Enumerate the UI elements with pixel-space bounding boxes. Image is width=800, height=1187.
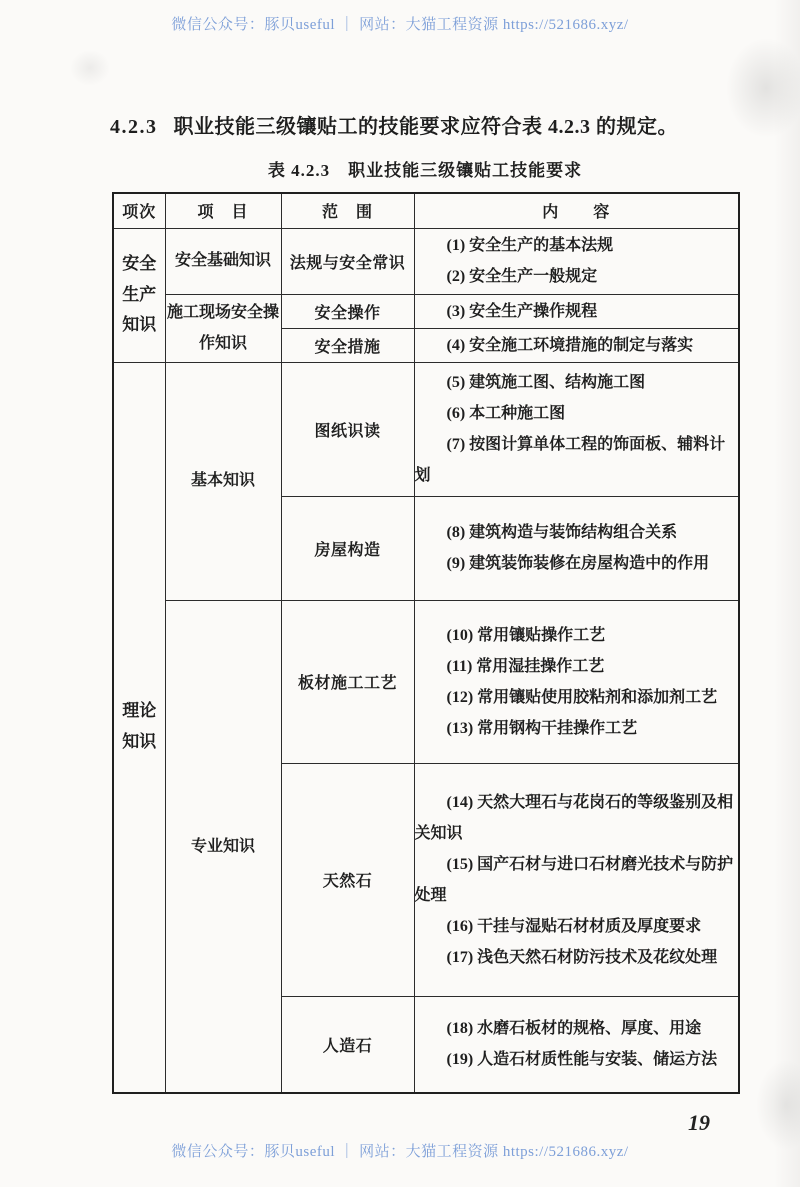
section-heading	[110, 110, 746, 139]
page-number: 19	[688, 1110, 710, 1135]
content-cell: (1) 安全生产的基本法规 (2) 安全生产一般规定	[414, 228, 739, 294]
content-cell: (8) 建筑构造与装饰结构组合关系 (9) 建筑装饰装修在房屋构造中的作用	[414, 496, 739, 600]
content-cell: (10) 常用镶贴操作工艺 (11) 常用湿挂操作工艺 (12) 常用镶贴使用胶粘剂和添加剂工艺 (13) 常用钢构干挂操作工艺	[414, 600, 739, 763]
section-heading-text: 职业技能三级镶贴工的技能要求应符合表 4.2.3 的规定。	[173, 116, 678, 138]
project-basic-knowledge: 基本知识	[165, 362, 281, 600]
scope-cell: 天然石	[281, 763, 414, 996]
content-cell: (14) 天然大理石与花岗石的等级鉴别及相关知识 (15) 国产石材与进口石材磨光技术与防护处理 (16) 干挂与湿贴石材材质及厚度要求 (17) 浅色天然石材防污技术及花纹处理	[414, 763, 739, 996]
col-header-scope: 范 围	[281, 193, 414, 228]
scope-cell: 安全措施	[281, 328, 414, 362]
watermark-top: 微信公众号：豚贝useful ｜ 网站：大猫工程资源 https://521686.xyz/	[171, 17, 629, 33]
scope-cell: 安全操作	[281, 294, 414, 328]
table-header-row	[113, 193, 739, 228]
scope-cell: 法规与安全常识	[281, 228, 414, 294]
project-professional-knowledge: 专业知识	[165, 600, 281, 1093]
col-header-item-no: 项次	[113, 193, 165, 228]
project-safety-basics: 安全基础知识	[165, 228, 281, 294]
scan-artifact	[70, 50, 110, 86]
table-row	[113, 294, 739, 328]
scope-cell: 人造石	[281, 996, 414, 1093]
table-row	[113, 362, 739, 496]
skills-requirements-table	[112, 192, 740, 1094]
item-group-label: 理论知识	[122, 701, 157, 752]
content-cell: (4) 安全施工环境措施的制定与落实	[414, 328, 739, 362]
col-header-content: 内 容	[414, 193, 739, 228]
table-row	[113, 228, 739, 294]
scope-cell: 图纸识读	[281, 362, 414, 496]
scope-cell: 板材施工工艺	[281, 600, 414, 763]
content-cell: (18) 水磨石板材的规格、厚度、用途 (19) 人造石材质性能与安装、储运方法	[414, 996, 739, 1093]
table-row	[113, 600, 739, 763]
item-group-theory-knowledge	[113, 362, 165, 1093]
scan-artifact	[756, 1060, 800, 1150]
content-cell: (3) 安全生产操作规程	[414, 294, 739, 328]
col-header-project: 项 目	[165, 193, 281, 228]
item-group-safety-knowledge	[113, 228, 165, 362]
scope-cell: 房屋构造	[281, 496, 414, 600]
content-cell: (5) 建筑施工图、结构施工图 (6) 本工种施工图 (7) 按图计算单体工程的饰面板、辅料计划	[414, 362, 739, 496]
project-site-safety-operation: 施工现场安全操作知识	[165, 294, 281, 362]
watermark-bottom: 微信公众号：豚贝useful ｜ 网站：大猫工程资源 https://521686.xyz/	[171, 1144, 629, 1160]
section-number: 4.2.3	[110, 116, 158, 138]
item-group-label: 安全生产知识	[122, 253, 157, 335]
table-caption: 表 4.2.3 职业技能三级镶贴工技能要求	[267, 161, 583, 180]
